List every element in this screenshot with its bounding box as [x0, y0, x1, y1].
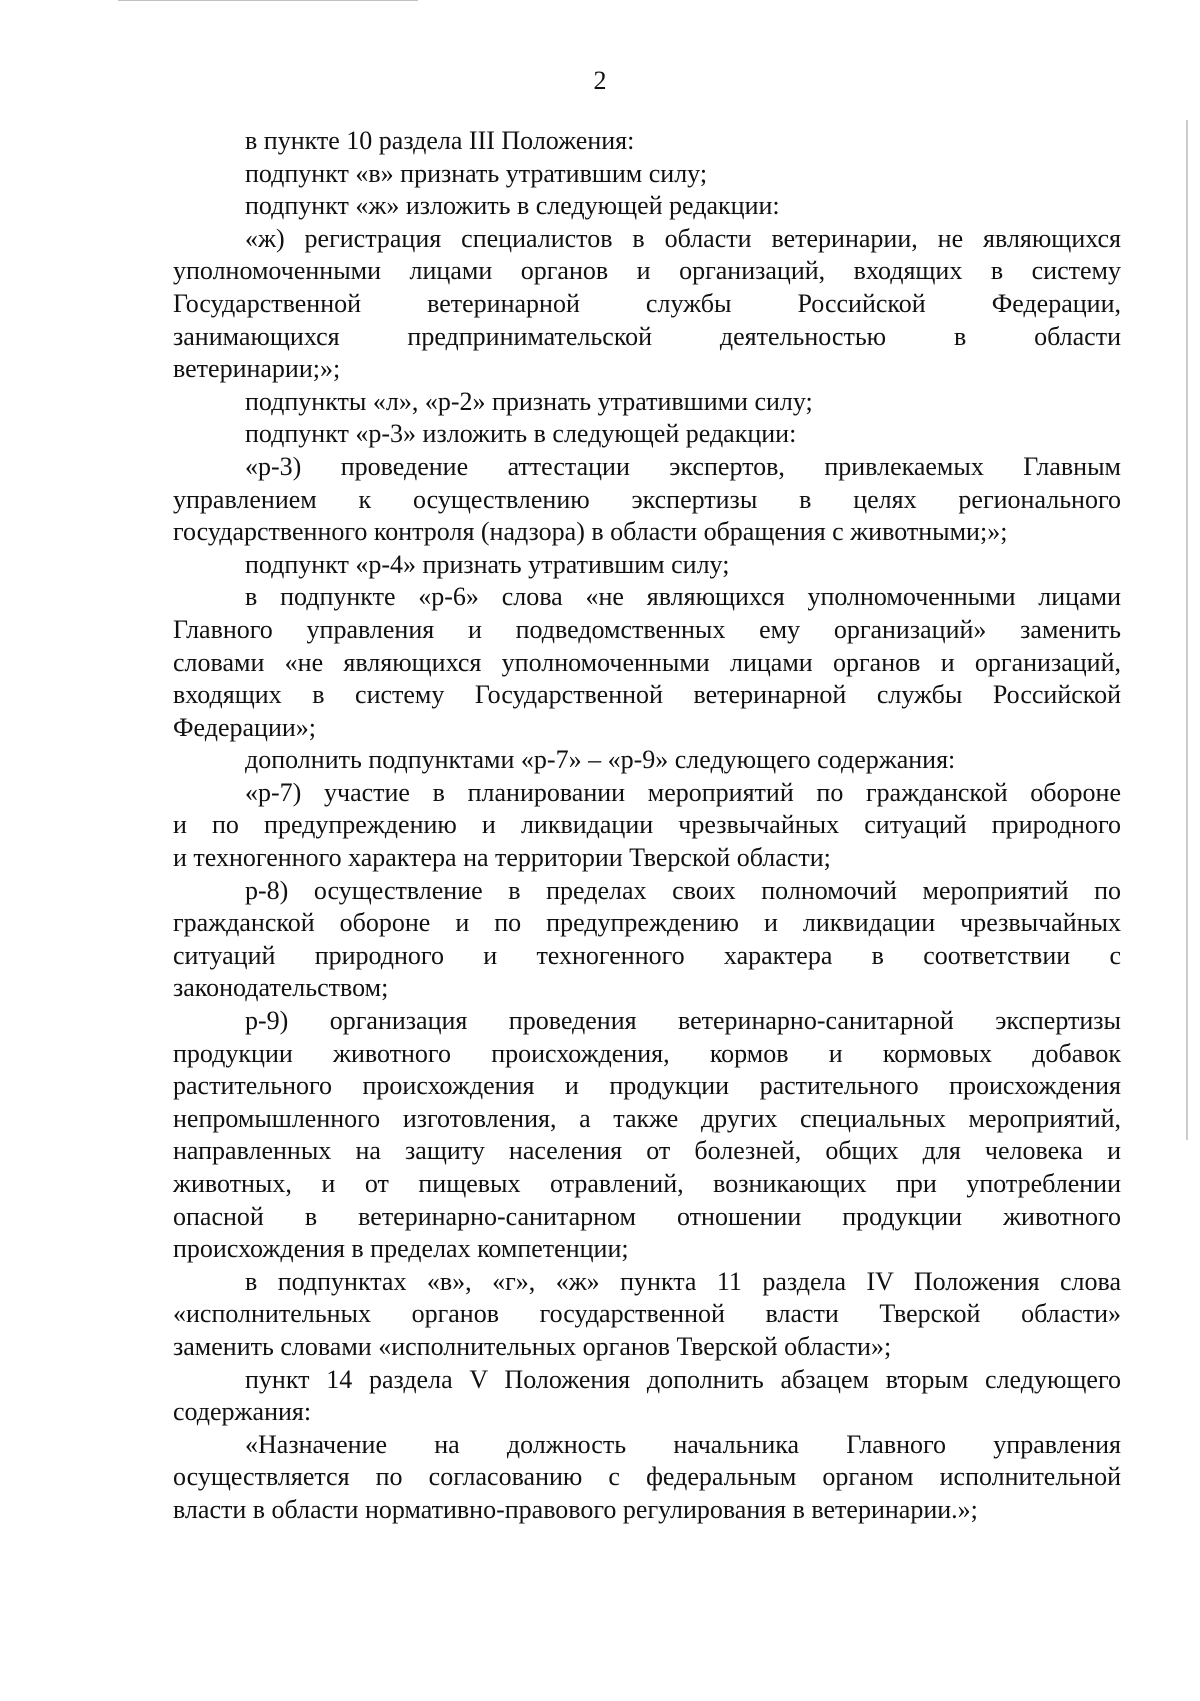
paragraph: [173, 418, 1121, 451]
paragraph: [173, 1364, 1121, 1429]
text-line: продукции животного происхождения, кормов и кормовых добавок: [173, 1038, 1121, 1068]
text-line: «Назначение на должность начальника Главного управления: [245, 1429, 1121, 1459]
text-line: в подпунктах «в», «г», «ж» пункта 11 раздела IV Положения слова: [245, 1266, 1121, 1296]
text-line: направленных на защиту населения от болезней, общих для человека и: [173, 1136, 1121, 1166]
text-line: «р-7) участие в планировании мероприятий по гражданской обороне: [245, 777, 1121, 807]
paragraph: [173, 549, 1121, 582]
text-line: растительного происхождения и продукции растительного происхождения: [173, 1071, 1121, 1101]
paragraph: [173, 1005, 1121, 1266]
text-line: животных, и от пищевых отравлений, возникающих при употреблении: [173, 1169, 1121, 1198]
text-line: содержания:: [173, 1397, 312, 1427]
text-line: пункт 14 раздела V Положения дополнить абзацем вторым следующего: [245, 1364, 1121, 1394]
scan-mark: [118, 0, 418, 1]
text-line: входящих в систему Государственной ветеринарной службы Российской: [173, 680, 1121, 710]
text-line: р-9) организация проведения ветеринарно-санитарной экспертизы: [245, 1006, 1121, 1036]
text-line: управлением к осуществлению экспертизы в целях регионального: [173, 484, 1121, 514]
text-line: ситуаций природного и техногенного характера в соответствии с: [173, 940, 1121, 970]
text-line: подпункт «в» признать утратившим силу;: [245, 158, 708, 188]
paragraph: [173, 777, 1121, 875]
text-line: подпункт «р-3» изложить в следующей редакции:: [245, 419, 797, 449]
text-line: власти в области нормативно-правового регулирования в ветеринарии.»;: [173, 1494, 978, 1524]
paragraph: [173, 190, 1121, 223]
text-line: подпункты «л», «р-2» признать утратившими силу;: [245, 386, 813, 416]
text-line: Государственной ветеринарной службы Российской Федерации,: [173, 288, 1121, 318]
paragraph: [173, 581, 1121, 744]
text-line: уполномоченными лицами органов и организаций, входящих в систему: [173, 256, 1121, 286]
text-line: и по предупреждению и ликвидации чрезвычайных ситуаций природного: [173, 810, 1121, 840]
text-line: заменить словами «исполнительных органов Тверской области»;: [173, 1331, 892, 1361]
text-line: подпункт «р-4» признать утратившим силу;: [245, 549, 730, 579]
scan-mark: [1186, 120, 1188, 1140]
text-line: законодательством;: [173, 973, 389, 1003]
text-line: Главного управления и подведомственных ему организаций» заменить: [173, 614, 1121, 644]
paragraph: [173, 875, 1121, 1005]
text-line: в подпункте «р-6» слова «не являющихся уполномоченными лицами: [245, 582, 1121, 612]
paragraph: [173, 1266, 1121, 1364]
text-line: «исполнительных органов государственной власти Тверской области»: [173, 1299, 1121, 1329]
text-line: ветеринарии;»;: [173, 354, 341, 384]
text-line: и техногенного характера на территории Тверской области;: [173, 843, 831, 873]
text-line: в пункте 10 раздела III Положения:: [245, 126, 635, 155]
text-line: гражданской обороне и по предупреждению и ликвидации чрезвычайных: [173, 908, 1121, 938]
paragraph: [173, 125, 1121, 158]
text-line: занимающихся предпринимательской деятельностью в области: [173, 321, 1121, 351]
text-line: р-8) осуществление в пределах своих полномочий мероприятий по: [245, 875, 1121, 905]
paragraph: [173, 158, 1121, 191]
paragraph: [173, 223, 1121, 386]
paragraph: [173, 386, 1121, 419]
text-line: словами «не являющихся уполномоченными лицами органов и организаций,: [173, 647, 1121, 677]
text-line: подпункт «ж» изложить в следующей редакции:: [245, 191, 780, 221]
text-line: дополнить подпунктами «р-7» – «р-9» следующего содержания:: [245, 745, 956, 775]
paragraph: [173, 451, 1121, 549]
text-line: осуществляется по согласованию с федеральным органом исполнительной: [173, 1462, 1121, 1492]
text-line: опасной в ветеринарно-санитарном отношении продукции животного: [173, 1201, 1121, 1231]
paragraph: [173, 1429, 1121, 1527]
text-line: «р-3) проведение аттестации экспертов, привлекаемых Главным: [245, 451, 1121, 481]
text-line: «ж) регистрация специалистов в области ветеринарии, не являющихся: [245, 223, 1121, 253]
document-body: [173, 125, 1121, 1527]
text-line: государственного контроля (надзора) в области обращения с животными;»;: [173, 517, 1008, 547]
text-line: Федерации»;: [173, 712, 317, 742]
text-line: непромышленного изготовления, а также других специальных мероприятий,: [173, 1103, 1121, 1133]
page-number: 2: [593, 66, 607, 95]
text-line: происхождения в пределах компетенции;: [173, 1234, 629, 1264]
paragraph: [173, 744, 1121, 777]
